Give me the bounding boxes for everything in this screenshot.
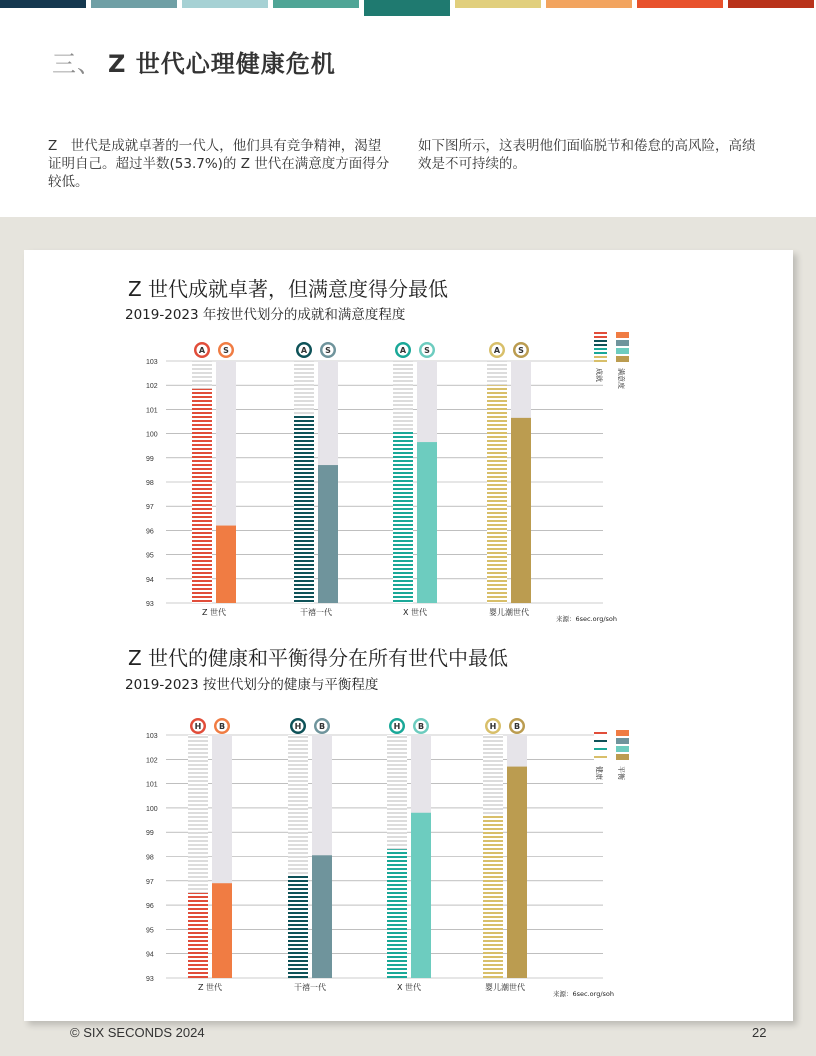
icon-letter: B (513, 722, 521, 731)
legend-swatch-series-2 (616, 332, 629, 338)
y-tick-label: 98 (146, 854, 154, 862)
icon-letter: B (417, 722, 425, 731)
section-number: 三、 (52, 50, 102, 78)
y-tick-label: 103 (146, 733, 158, 740)
legend-swatch-series-1 (594, 754, 607, 760)
bar-3-series-1 (393, 431, 413, 603)
y-tick-label: 94 (146, 576, 154, 584)
top-band-segment (91, 0, 177, 8)
x-category-label: Z 世代 (201, 608, 227, 617)
source-note: 来源：6sec.org/soh (556, 615, 617, 623)
icon-letter: H (393, 722, 401, 731)
y-tick-label: 96 (146, 903, 154, 911)
top-band-segment (273, 0, 359, 8)
top-band-segment (637, 0, 723, 8)
legend-swatch-series-1 (594, 340, 607, 346)
legend-swatch-series-2 (616, 754, 629, 760)
y-tick-label: 100 (146, 805, 158, 813)
legend-swatch-series-1 (594, 348, 607, 354)
bar-3-series-2 (417, 442, 437, 603)
x-category-label: 婴儿潮世代 (485, 983, 525, 992)
x-category-label: X 世代 (402, 608, 428, 617)
bar-2-series-1 (288, 876, 308, 978)
icon-letter: S (325, 346, 331, 355)
icon-letter: B (318, 722, 326, 731)
top-band-segment (364, 0, 450, 16)
top-band-segment (546, 0, 632, 8)
legend-swatch-series-1 (594, 738, 607, 744)
legend-label-series-2: 满意度 (617, 368, 625, 389)
icon-letter: S (223, 346, 229, 355)
icon-letter: H (489, 722, 497, 731)
icon-letter: A (300, 346, 308, 355)
icon-letter: A (493, 346, 501, 355)
legend-swatch-series-2 (616, 730, 629, 736)
y-tick-label: 95 (146, 552, 154, 560)
y-tick-label: 102 (146, 757, 158, 765)
bar-2-series-1 (294, 415, 314, 603)
legend-label-series-1: 成就 (595, 368, 603, 382)
legend-swatch-series-2 (616, 356, 629, 362)
bar-3-series-2 (411, 813, 431, 978)
bar-4-series-2 (507, 767, 527, 978)
x-category-label: 婴儿潮世代 (489, 608, 529, 617)
intro-paragraph-left: Z 世代是成就卓著的一代人，他们具有竞争精神，渴望证明自己。超过半数(53.7%)的 Z 世代在满意度方面得分较低。 (48, 138, 390, 190)
chart-2-subtitle: 2019-2023 按世代划分的健康与平衡程度 (125, 677, 379, 693)
legend-swatch-series-2 (616, 738, 629, 744)
page-title (52, 44, 336, 79)
bar-4-series-2 (511, 418, 531, 603)
y-tick-label: 99 (146, 455, 154, 463)
legend-label-series-2: 平衡 (617, 766, 625, 780)
legend-swatch-series-2 (616, 340, 629, 346)
bar-4-series-1 (487, 385, 507, 603)
icon-letter: H (194, 722, 202, 731)
icon-letter: S (518, 346, 524, 355)
bar-4-series-1 (483, 815, 503, 978)
bar-2-series-2 (318, 465, 338, 603)
legend-swatch-series-2 (616, 348, 629, 354)
top-band-segment (455, 0, 541, 8)
y-tick-label: 94 (146, 951, 154, 959)
chart-1 (0, 330, 816, 630)
chart-2-title: Z 世代的健康和平衡得分在所有世代中最低 (128, 646, 509, 670)
icon-letter: H (294, 722, 302, 731)
x-category-label: Z 世代 (197, 983, 223, 992)
bar-2-series-2 (312, 855, 332, 978)
y-tick-label: 97 (146, 878, 154, 886)
y-tick-label: 97 (146, 504, 154, 512)
y-tick-label: 96 (146, 528, 154, 536)
legend-label-series-1: 健康 (595, 766, 603, 780)
chart-2 (0, 705, 816, 1010)
page-number: 22 (752, 1025, 767, 1040)
y-tick-label: 93 (146, 601, 154, 608)
icon-letter: A (198, 346, 206, 355)
bar-3-series-1 (387, 849, 407, 978)
y-tick-label: 99 (146, 830, 154, 838)
legend-swatch-series-1 (594, 356, 607, 362)
chart-1-subtitle: 2019-2023 年按世代划分的成就和满意度程度 (125, 307, 406, 323)
x-category-label: X 世代 (396, 983, 422, 992)
legend-swatch-series-1 (594, 746, 607, 752)
icon-letter: S (424, 346, 430, 355)
y-tick-label: 98 (146, 480, 154, 487)
bar-1-series-1 (188, 893, 208, 978)
bar-1-series-2 (212, 883, 232, 978)
icon-letter: B (218, 722, 226, 731)
section-title: Z 世代心理健康危机 (108, 50, 336, 78)
y-tick-label: 93 (146, 976, 154, 983)
top-band-segment (0, 0, 86, 8)
y-tick-label: 101 (146, 407, 158, 415)
intro-paragraph-right: 如下图所示，这表明他们面临脱节和倦怠的高风险，高绩效是不可持续的。 (418, 138, 756, 172)
legend-swatch-series-1 (594, 332, 607, 338)
copyright: © SIX SECONDS 2024 (70, 1025, 205, 1040)
top-band-segment (728, 0, 814, 8)
bar-1-series-2 (216, 526, 236, 603)
bar-1-series-1 (192, 389, 212, 603)
y-tick-label: 101 (146, 781, 158, 789)
chart-1-title: Z 世代成就卓著，但满意度得分最低 (128, 277, 449, 301)
top-band-segment (182, 0, 268, 8)
y-tick-label: 103 (146, 359, 158, 366)
x-category-label: 干禧一代 (294, 983, 326, 992)
y-tick-label: 95 (146, 927, 154, 935)
icon-letter: A (399, 346, 407, 355)
legend-swatch-series-1 (594, 730, 607, 736)
legend-swatch-series-2 (616, 746, 629, 752)
y-tick-label: 102 (146, 383, 158, 391)
y-tick-label: 100 (146, 431, 158, 439)
x-category-label: 干禧一代 (300, 608, 332, 617)
source-note: 来源：6sec.org/soh (553, 990, 614, 998)
